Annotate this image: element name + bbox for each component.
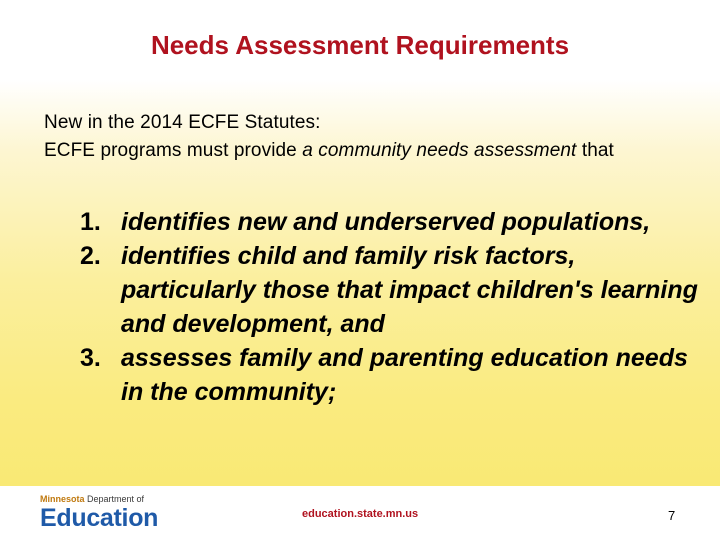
- list-item-number: 2.: [80, 242, 101, 270]
- logo-dept: Department of: [84, 494, 145, 504]
- intro-line-2: [44, 137, 664, 165]
- list-item-number: 1.: [80, 208, 101, 236]
- intro-line-1: New in the 2014 ECFE Statutes:: [44, 112, 321, 133]
- intro-line-2-plain: ECFE programs must provide: [44, 140, 303, 161]
- intro-line-2-end: that: [576, 140, 614, 161]
- requirements-list: [80, 205, 700, 409]
- logo-state: Minnesota: [40, 494, 85, 504]
- intro-text: [44, 109, 664, 165]
- slide-footer: [0, 486, 720, 540]
- list-item-number: 3.: [80, 344, 101, 372]
- page-number: 7: [668, 508, 676, 523]
- logo-wordmark: Education: [40, 504, 159, 532]
- footer-url: education.state.mn.us: [302, 508, 419, 520]
- slide-title: Needs Assessment Requirements: [150, 30, 570, 60]
- intro-line-2-italic: a community needs assessment: [302, 140, 577, 161]
- list-item: [80, 341, 700, 409]
- list-item: [80, 239, 700, 341]
- list-item-text: assesses family and parenting education needs in the community;: [121, 344, 688, 406]
- list-item-text: identifies new and underserved populations,: [121, 208, 651, 236]
- list-item: [80, 205, 700, 239]
- list-item-text: identifies child and family risk factors, particularly those that impact children's learning and development, and: [121, 242, 698, 338]
- mde-logo: [40, 494, 180, 534]
- logo-department-line: [40, 494, 144, 504]
